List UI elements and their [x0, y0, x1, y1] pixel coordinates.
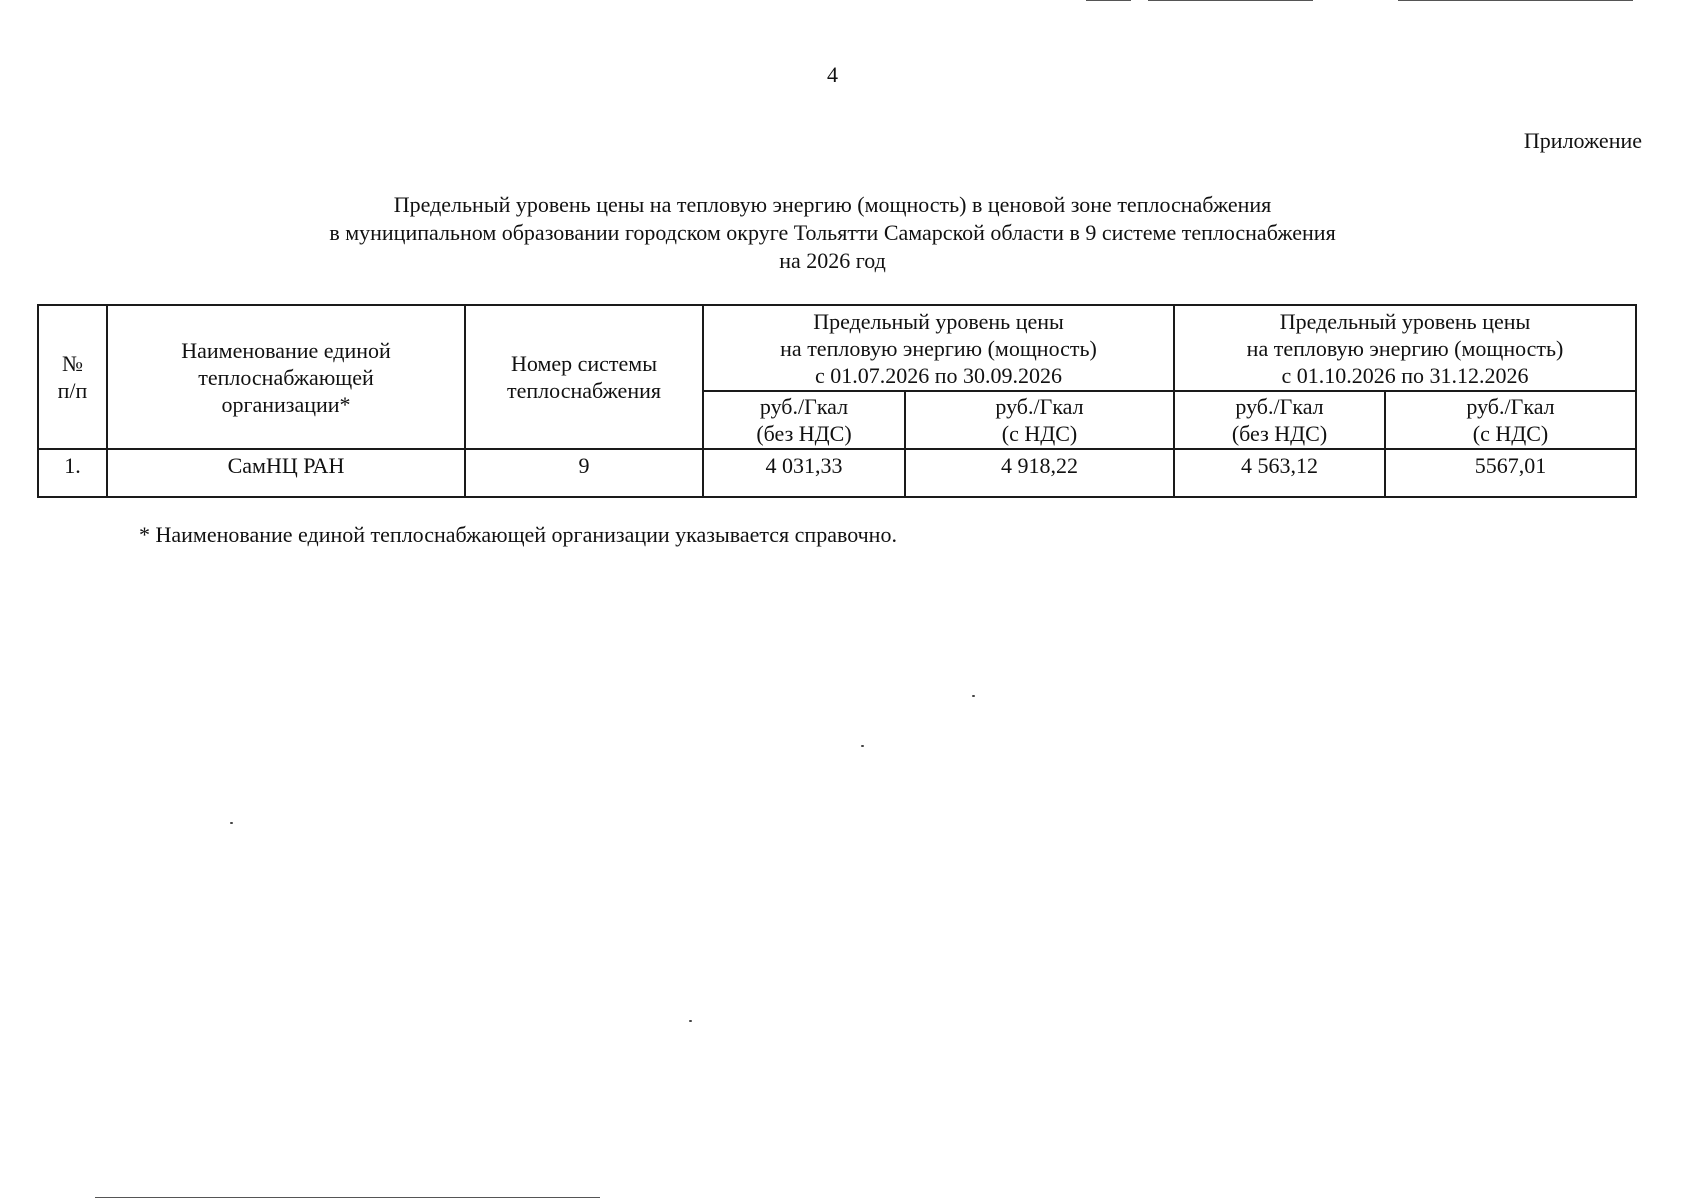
title-line-2: в муниципальном образовании городском округе Тольятти Самарской области в 9 системе теплоснабжения: [329, 220, 1336, 245]
subheader-p2-excl-vat: [1174, 391, 1385, 449]
price-table: [37, 304, 1637, 498]
subheader-p1-excl-line2: (без НДС): [756, 421, 852, 446]
header-num-line2: п/п: [57, 378, 88, 403]
subheader-p1-incl-line2: (с НДС): [1001, 421, 1078, 446]
cell-org: СамНЦ РАН: [107, 449, 465, 497]
table-row: [38, 449, 1636, 497]
scan-artifact-dot-3: [230, 822, 233, 824]
scan-artifact-bottom: [95, 1197, 600, 1198]
header-num: [38, 305, 107, 449]
header-org-line3: организации*: [221, 391, 351, 417]
scan-artifact-top-1: [1086, 0, 1131, 1]
subheader-p2-excl-line2: (без НДС): [1231, 421, 1328, 446]
header-period-2: [1174, 305, 1636, 391]
cell-num: 1.: [38, 449, 107, 497]
header-period-1: [703, 305, 1174, 391]
footnote: * Наименование единой теплоснабжающей организации указывается справочно.: [139, 522, 897, 547]
subheader-p1-incl-line1: руб./Гкал: [995, 394, 1084, 419]
scan-artifact-dot-1: [972, 695, 975, 697]
header-org: [107, 305, 465, 449]
subheader-p1-incl-vat: [905, 391, 1174, 449]
cell-p1-incl-vat: 4 918,22: [905, 449, 1174, 497]
header-system-line1: Номер системы: [510, 351, 658, 376]
table-header-row: [38, 305, 1636, 391]
appendix-label: Приложение: [1523, 128, 1642, 153]
header-period-2-line1: Предельный уровень цены: [1279, 308, 1531, 334]
cell-p2-incl-vat: 5567,01: [1385, 449, 1636, 497]
header-system: [465, 305, 703, 449]
header-period-1-line2: на тепловую энергию (мощность): [780, 335, 1097, 361]
header-period-1-line1: Предельный уровень цены: [813, 308, 1064, 334]
subheader-p2-incl-line1: руб./Гкал: [1466, 394, 1555, 419]
scan-artifact-dot-4: [689, 1020, 692, 1022]
header-period-1-line3: с 01.07.2026 по 30.09.2026: [814, 362, 1063, 388]
header-period-2-line3: с 01.10.2026 по 31.12.2026: [1281, 362, 1529, 388]
subheader-p2-excl-line1: руб./Гкал: [1235, 394, 1324, 419]
scan-artifact-top-2: [1148, 0, 1313, 1]
title-line-3: на 2026 год: [779, 248, 886, 273]
cell-p2-excl-vat: 4 563,12: [1174, 449, 1385, 497]
header-period-2-line2: на тепловую энергию (мощность): [1246, 335, 1564, 361]
subheader-p2-incl-line2: (с НДС): [1472, 421, 1549, 446]
subheader-p2-incl-vat: [1385, 391, 1636, 449]
cell-p1-excl-vat: 4 031,33: [703, 449, 905, 497]
scan-artifact-top-3: [1398, 0, 1633, 1]
scan-artifact-dot-2: [861, 745, 864, 747]
header-system-line2: теплоснабжения: [507, 378, 661, 403]
header-org-line2: теплоснабжающей: [198, 364, 374, 390]
cell-system: 9: [465, 449, 703, 497]
title-line-1: Предельный уровень цены на тепловую энергию (мощность) в ценовой зоне теплоснабжения: [393, 192, 1272, 217]
document-title: [200, 191, 1465, 275]
header-org-line1: Наименование единой: [181, 337, 391, 363]
subheader-p1-excl-line1: руб./Гкал: [759, 394, 849, 419]
page-number: 4: [827, 62, 838, 87]
subheader-p1-excl-vat: [703, 391, 905, 449]
header-num-line1: №: [62, 351, 83, 376]
